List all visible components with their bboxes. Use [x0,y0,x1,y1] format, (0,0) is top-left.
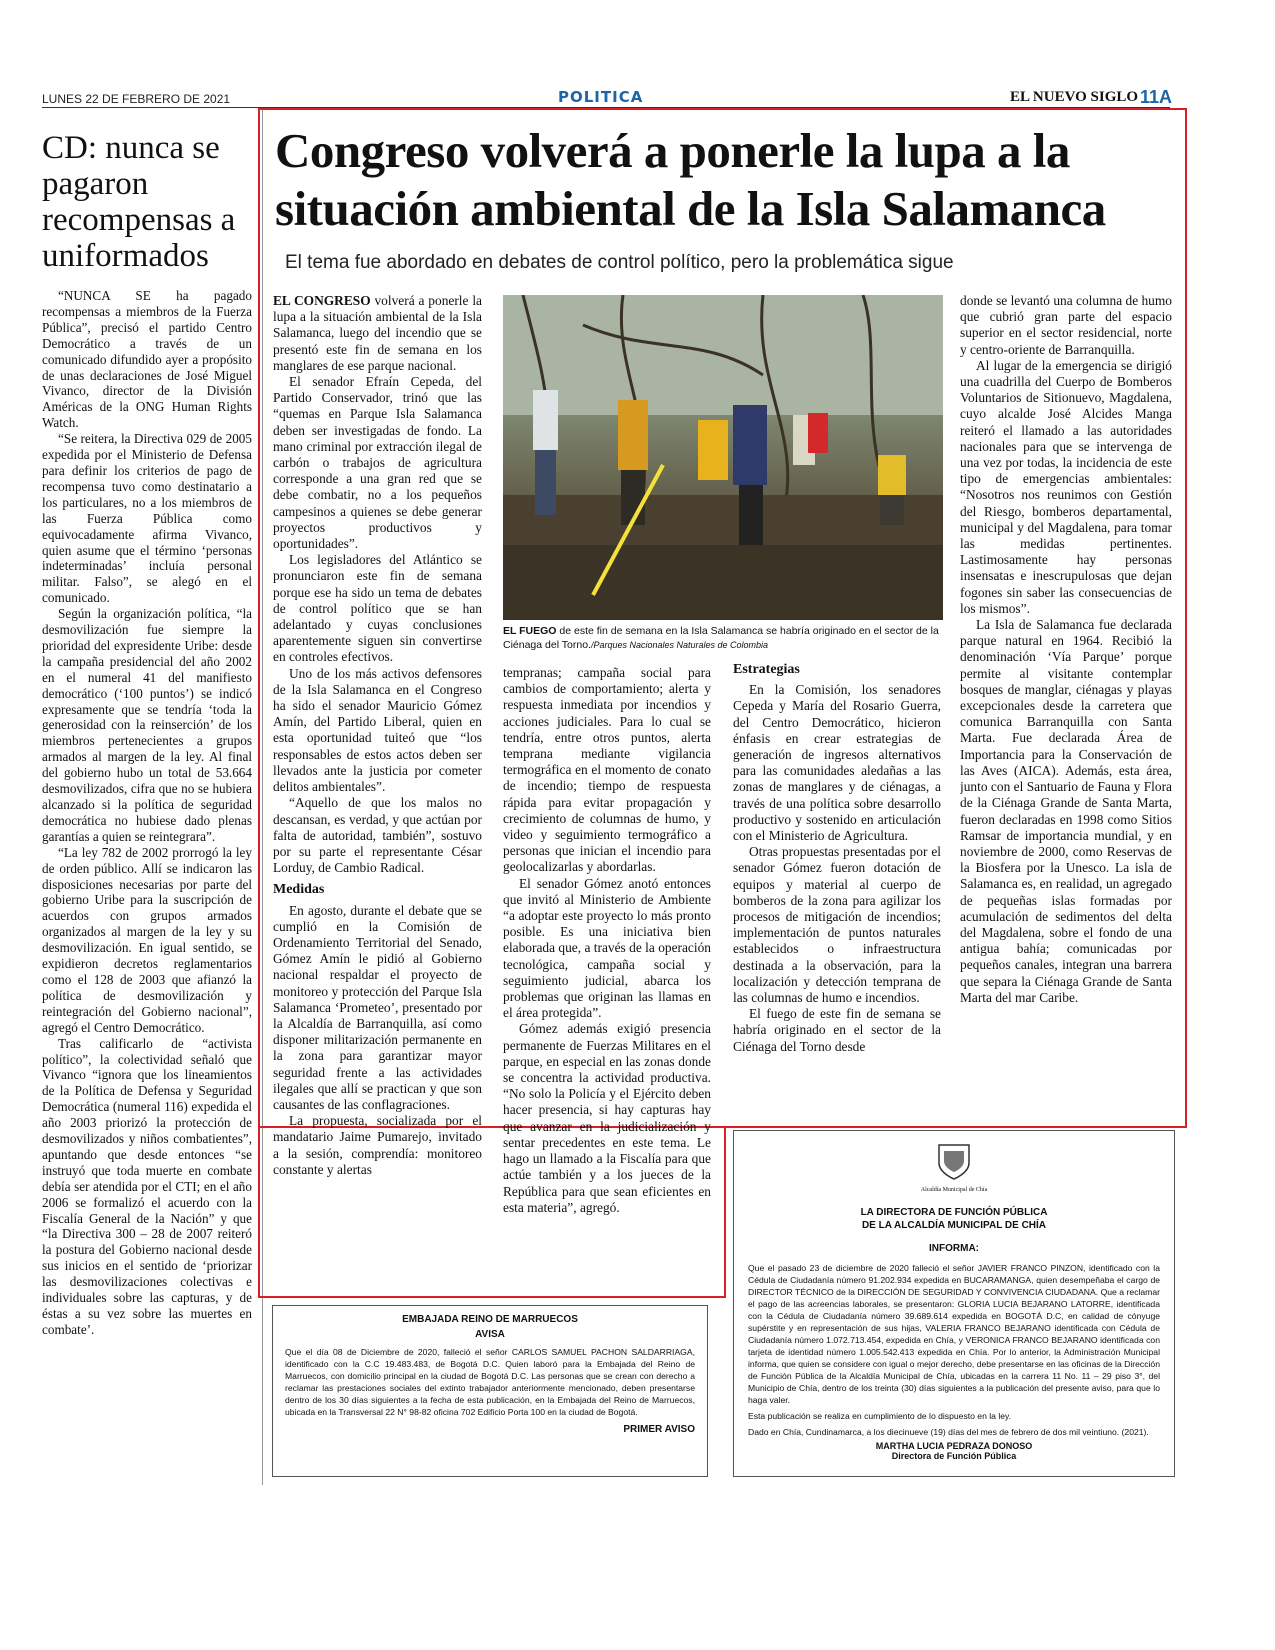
page-number: 11A [1140,87,1173,107]
side-paragraph: Tras calificarlo de “activista político”, la colectividad señaló que Vivanco “ignora que los lineamientos de la Política de Defensa y Seguridad Democrática (numeral 116) expedida el año 2003 priorizó la protección de desmovilizados y niños combatientes”, apuntando que desde entonces “se instruyó que toda muerte en combate debía ser atendida por el CTI; en el año 2006 se formalizó el acuerdo con la Fiscalía General de la Nación” y que “la Directiva 300 – 28 de 2007 reiteró la postura del Gobierno nacional desde sus inicios en el sentido de ‘priorizar las desmovilizaciones colectivas e individuales sobre las capturas, y de éstas a su vez sobre las muertes en combate’. [42,1035,252,1337]
paragraph: La Isla de Salamanca fue declarada parque natural en 1964. Recibió la denominación ‘Vía Parque’ porque permite al visitante contemplar bosques de manglar, ciénagas y playas excepcionales desde la carretera que comunica Barranquilla con Santa Marta. Fue declarada Área de Importancia para la Conservación de las Aves (AICA). Además, esta área, junto con el Santuario de Fauna y Flora de la Ciénaga Grande de Santa Marta, fueron declaradas en 1998 como Sitios Ramsar de importancia mundial, y en noviembre de 2000, como Reservas de la Biosfera por la Unesco. La isla de Salamanca es, en realidad, un agregado de pequeñas islas formadas por acumulación de sedimentos del delta del Magdalena, sobre el fondo de una antigua bahía; comunicadas por pequeños canales, integran una barrera que separa la Ciénaga Grande de Santa Marta del mar Caribe. [960,617,1172,1005]
ad-chia-title-2: DE LA ALCALDÍA MUNICIPAL DE CHÍA [861,1220,1047,1231]
ad-chia-note: Esta publicación se realiza en cumplimiento de lo dispuesto en la ley. [748,1411,1012,1421]
side-paragraph: “NUNCA SE ha pagado recompensas a miembros de la Fuerza Pública”, precisó el partido Centro Democrático a través de un comunicado difundido ayer a propósito de unas declaraciones de José Miguel Vivanco, director de la División Américas de la ONG Human Rights Watch. [42,288,252,431]
paragraph: En agosto, durante el debate que se cumplió en la Comisión de Ordenamiento Territorial del Senado, Gómez Amín le pidió al Gobierno nacional respaldar el proyecto de monitoreo y protección del Parque Isla Salamanca ‘Prometeo’, presentado por la Alcaldía de Barranquilla, así como disponer militarización permanente en la zona para garantizar mayor seguridad frente a las actividades ilegales que allí se practican y que son causantes de las conflagraciones. [273,902,482,1112]
main-deck: El tema fue abordado en debates de control político, pero la problemática sigue [285,252,954,273]
issue-date: LUNES 22 DE FEBRERO DE 2021 [42,92,231,106]
main-column-2 [503,665,711,1290]
photo-caption [503,624,943,652]
ad-title: EMBAJADA REINO DE MARRUECOS [402,1314,578,1325]
paragraph: “Aquello de que los malos no descansan, es verdad, y que actúan por falta de autoridad, también”, sostuvo por su parte el representante César Lorduy, de Cambio Radical. [273,795,482,876]
paragraph: El fuego de este fin de semana se habría originado en el sector de la Ciénaga del Torno desde [733,1006,941,1054]
ad-chia-signer-title: Directora de Función Pública [891,1451,1017,1461]
chia-seal [748,1141,1160,1193]
paragraph: Gómez además exigió presencia permanente de Fuerzas Militares en el parque, en especial en las zonas donde se concentra la actividad productiva. “No solo la Policía y el Ejército deben hacer presencia, si hay capturas hay que avanzar en la judicialización y sentar precedentes en este tema. Le hago un llamado a la Fiscalía para que actúe también y a los jueces de la República para que sean eficientes en esta materia”, agregó. [503,1021,711,1215]
main-column-4 [960,293,1172,1118]
side-paragraph: “La ley 782 de 2002 prorrogó la ley de orden público. Allí se indicaron las disposiciones necesarias por parte del gobierno Uribe para la suscripción de acuerdos con grupos armados organizados al margen de la ley y su desmovilización. En igual sentido, se expidieron decretos reglamentarios como el 128 de 2003 que afianzó la política de desmovilización y reintegración del Gobierno nacional”, agregó el Centro Democrático. [42,844,252,1035]
photo-credit: /Parques Nacionales Naturales de Colombia [590,640,769,650]
paragraph: El senador Gómez anotó entonces que invitó al Ministerio de Ambiente “a adoptar este proyecto lo más pronto posible. Es una iniciativa bien elaborada que, a través de la operación tecnológica, campaña social y seguimiento judicial, abarca los problemas que originan las llamas en el área protegida”. [503,875,711,1021]
side-story-title: CD: nunca se pagaron recompensas a uniformados [42,130,236,274]
mangrove-fire-photo [503,295,943,620]
ad-subtitle: AVISA [475,1329,505,1340]
paragraph: El senador Efraín Cepeda, del Partido Conservador, trinó que las “quemas en Parque Isla Salamanca deben ser investigadas de fondo. La mano criminal por extracción ilegal de carbón o trabajos de agricultura corresponde a una gran red que se debe combatir, no a los pequeños campesinos a quienes se debe generar proyectos productivos y oportunidades”. [273,374,482,552]
ad-chia-dated: Dado en Chía, Cundinamarca, a los diecinueve (19) días del mes de febrero de dos mil veintiuno. (2021). [748,1427,1149,1437]
ad-chia-informa: INFORMA: [929,1243,979,1254]
ad-body: Que el día 08 de Diciembre de 2020, falleció el señor CARLOS SAMUEL PACHON SALDARRIAGA, identificado con la C.C 19.483.483, de Bogotá D.C. Quien laboró para la Embajada del Reino de Marruecos, con domicilio principal en la ciudad de Bogotá D.C. Las personas que se crean con derecho a reclamar las prestaciones sociales del extinto trabajador anteriormente mencionado, deben presentarse dentro de los 30 días siguientes a la fecha de esta publicación, en la Embajada del Reino de Marruecos, ubicada en la Transversal 22 N° 98-82 oficina 702 Edificio Porta 100 en la ciudad de Bogotá. [285,1347,695,1417]
paragraph: Los legisladores del Atlántico se pronunciaron este fin de semana porque ese ha sido un tema de debates de control político que se han adelantado y cuyas conclusiones aparentemente siguen sin convertirse en controles efectivos. [273,552,482,665]
main-column-1 [273,293,482,1288]
caption-text: de este fin de semana en la Isla Salamanca se habría originado en el sector de la Ciénaga del Torno. [503,625,939,651]
news-photo [503,295,943,620]
side-paragraph: “Se reitera, la Directiva 029 de 2005 expedida por el Ministerio de Defensa para definir los criterios de pago de recompensa tuvo como destinatario a los particulares, no a los miembros de las Fuerza Pública como equivocadamente afirma Vivanco, quien asume que el término ‘personas indeterminadas’ incluía personal militar. Falso”, se alegó en el comunicado. [42,431,252,606]
subhead-estrategias: Estrategias [733,662,800,677]
paragraph: donde se levantó una columna de humo que cubrió gran parte del espacio superior en el sector residencial, norte y centro-oriente de Barranquilla. [960,293,1172,357]
brand-name: EL NUEVO SIGLO [1010,89,1139,105]
ad-chia-title-1: LA DIRECTORA DE FUNCIÓN PÚBLICA [860,1207,1048,1218]
side-paragraph: Según la organización política, “la desmovilización fue siempre la prioridad del expresidente Uribe: desde la campaña presidencial del año 2002 en el numeral 41 del manifiesto democrático (‘100 puntos’) se indicó expresamente que se tendría ‘toda la generosidad con la reinserción’ de los miembros pertenecientes a grupos armados al margen de la ley. Al final del gobierno hubo un total de 53.664 desmovilizados, cifra que no se hubiera alcanzado si la política de seguridad democrática no hubiese dado plenas garantías a quien se reintegrara”. [42,606,252,844]
section-label: POLITICA [558,88,644,106]
side-story-body [42,288,252,1478]
seal-icon [929,1141,979,1183]
main-column-3 [733,662,941,1117]
ad-chia-body: Que el pasado 23 de diciembre de 2020 falleció el señor JAVIER FRANCO PINZON, identificado con la Cédula de Ciudadanía número 91.202.934 expedida en BUCARAMANGA, quien desempeñaba el cargo de DIRECTOR TÉCNICO de la DIRECCIÓN DE SEGURIDAD Y CONVIVENCIA CIUDADANA. Que a reclamar el pago de las acreencias laborales, se presentaron: GLORIA LUCIA BEJARANO LATORRE, identificada con la Cédula de Ciudadanía número 39.689.614 expedida en BOGOTÁ D.C, en calidad de cónyuge supérstite y en representación de sus hijas, VALERIA FRANCO BEJARANO identificada con Cédula de Ciudadanía número 1.072.713.454, expedida en Chía, y VERONICA FRANCO BEJARANO identificada con tarjeta de identidad número 1.005.542.413 expedida en Chía. Por lo anterior, la Administración Municipal informa, que quien se considere con igual o mejor derecho, debe presentarse en las oficinas de la Dirección de Función Pública de la Alcaldía Municipal de Chía, ubicadas en la carrera 11 No. 11 – 29 piso 3°, del Municipio de Chía, dentro de los treinta (30) días siguientes a la publicación del presente aviso, para que lo haga valer. [748,1263,1160,1405]
lead-in: EL CONGRESO [273,293,371,308]
paragraph: tempranas; campaña social para cambios de comportamiento; alerta y respuesta inmediata por incendios y acciones judiciales. Para lo cual se tendría, entre otros puntos, alerta temprana mediante vigilancia termográfica en el momento de conato de incendio; tiempo de respuesta rápida para evitar propagación y crecimiento de columnas de humo, y video y seguimiento termográfico a personas que inician el incendio para geolocalizarlas y abordarlas. [503,665,711,875]
paragraph-text: volverá a ponerle la lupa a la situación ambiental de la Isla Salamanca, luego del incendio que se presentó este fin de semana en los manglares de ese parque nacional. [273,293,482,373]
paragraph: Uno de los más activos defensores de la Isla Salamanca en el Congreso ha sido el senador Mauricio Gómez Amín, del Partido Liberal, quien en esta oportunidad tuiteó que “los responsables de estos actos deben ser llevados ante la justicia por cometer delitos ambientales”. [273,665,482,795]
paragraph: En la Comisión, los senadores Cepeda y María del Rosario Guerra, del Centro Democrático, hicieron énfasis en crear estrategias de generación de ingresos alternativos para las comunidades aledañas a las zonas de manglares y de ciénagas, a través de una política sobre desarrollo productivo y sostenido en articulación con el Ministerio de Agricultura. [733,682,941,844]
subhead-medidas: Medidas [273,882,325,898]
ad-footer: PRIMER AVISO [623,1424,695,1435]
ad-alcaldia-chia [733,1130,1175,1477]
caption-lead: EL FUEGO [503,625,557,637]
paragraph: La propuesta, socializada por el mandatario Jaime Pumarejo, invitado a la sesión, comprendía: monitoreo constante y alertas [273,1113,482,1177]
seal-caption: Alcaldía Municipal de Chía [920,1187,988,1193]
paragraph: Al lugar de la emergencia se dirigió una cuadrilla del Cuerpo de Bomberos Voluntarios de Sitionuevo, Magdalena, cuyo alcalde José Alcides Manga reiteró el llamado a las autoridades nacionales para que se intervenga de una vez por todas, la incidencia de este tipo de emergencias ambientales: “Nosotros nos reunimos con Gestión del Riesgo, bomberos departamental, municipal y del Magdalena, para tomar las medidas pertinentes. Lastimosamente hay personas insensatas e inescrupulosas que dejan fogones sin saber las consecuencias de los mismos”. [960,357,1172,616]
ad-chia-signer: MARTHA LUCIA PEDRAZA DONOSO [875,1441,1033,1451]
ad-embajada-marruecos [272,1305,708,1477]
paragraph: Otras propuestas presentadas por el senador Gómez fueron dotación de equipos y material al cuerpo de bomberos de la zona para agilizar los procesos de mitigación de incendios; implementación de puntos naturales establecidos o infraestructura destinada a la observación, para la localización y detección temprana de las columnas de humo e incendios. [733,844,941,1006]
main-headline: Congreso volverá a ponerle la lupa a la situación ambiental de la Isla Salamanca [275,123,1106,236]
